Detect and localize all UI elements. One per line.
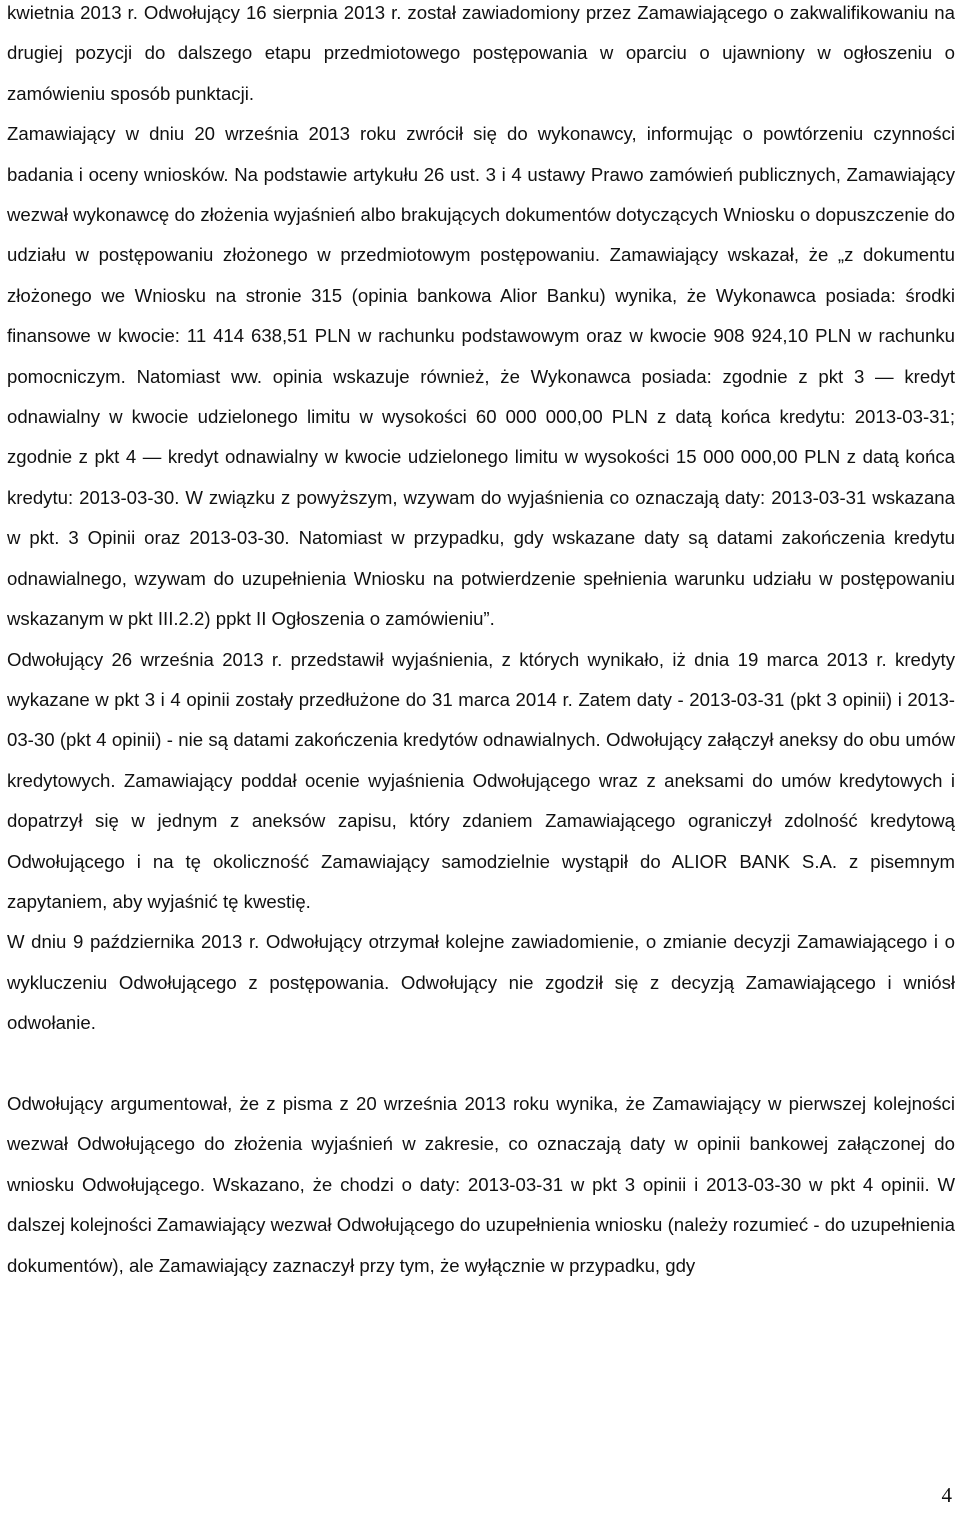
paragraph-qualification-notice: kwietnia 2013 r. Odwołujący 16 sierpnia 2013 r. został zawiadomiony przez Zamawiającego o zakwalifikowaniu na drugiej pozycji do dalszego etapu przedmiotowego postępowania w oparciu o ujawniony w ogłoszeniu o zamówieniu sposób punktacji. — [7, 2, 955, 104]
page-number: 4 — [941, 1483, 952, 1507]
paragraph-request-for-explanations: Zamawiający w dniu 20 września 2013 roku zwrócił się do wykonawcy, informując o powtórzeniu czynności badania i oceny wniosków. Na podstawie artykułu 26 ust. 3 i 4 ustawy Prawo zamówień publicznych, Zamawiający wezwał wykonawcę do złożenia wyjaśnień albo brakujących dokumentów dotyczących Wniosku o dopuszczenie do udziału w postępowaniu złożonego w przedmiotowym postępowaniu. Zamawiający wskazał, że „z dokumentu złożonego we Wniosku na stronie 315 (opinia bankowa Alior Banku) wynika, że Wykonawca posiada: środki finansowe w kwocie: 11 414 638,51 PLN w rachunku podstawowym oraz w kwocie 908 924,10 PLN w rachunku pomocniczym. Natomiast ww. opinia wskazuje również, że Wykonawca posiada: zgodnie z pkt 3 — kredyt odnawialny w kwocie udzielonego limitu w wysokości 60 000 000,00 PLN z datą końca kredytu: 2013-03-31; zgodnie z pkt 4 — kredyt odnawialny w kwocie udzielonego limitu w wysokości 15 000 000,00 PLN z datą końca kredytu: 2013-03-30. W związku z powyższym, wzywam do wyjaśnienia co oznaczają daty: 2013-03-31 wskazana w pkt. 3 Opinii oraz 2013-03-30. Natomiast w przypadku, gdy wskazane daty są datami zakończenia kredytu odnawialnego, wzywam do uzupełnienia Wniosku na potwierdzenie spełnienia warunku udziału w postępowaniu wskazanym w pkt III.2.2) ppkt II Ogłoszenia o zamówieniu”. — [7, 123, 955, 630]
paragraph-appellant-explanations: Odwołujący 26 września 2013 r. przedstawił wyjaśnienia, z których wynikało, iż dnia 19 marca 2013 r. kredyty wykazane w pkt 3 i 4 opinii zostały przedłużone do 31 marca 2014 r. Zatem daty - 2013-03-31 (pkt 3 opinii) i 2013-03-30 (pkt 4 opinii) - nie są datami zakończenia kredytów odnawialnych. Odwołujący załączył aneksy do obu umów kredytowych. Zamawiający poddał ocenie wyjaśnienia Odwołującego wraz z aneksami do umów kredytowych i dopatrzył się w jednym z aneksów zapisu, który zdaniem Zamawiającego ograniczył zdolność kredytową Odwołującego i na tę okoliczność Zamawiający samodzielnie wystąpił do ALIOR BANK S.A. z pisemnym zapytaniem, aby wyjaśnić tę kwestię. — [7, 648, 955, 912]
paragraph-exclusion-decision: W dniu 9 października 2013 r. Odwołujący otrzymał kolejne zawiadomienie, o zmianie decyzji Zamawiającego i o wykluczeniu Odwołującego z postępowania. Odwołujący nie zgodził się z decyzją Zamawiającego i wniósł odwołanie. — [7, 931, 955, 1034]
paragraph-appellant-argument: Odwołujący argumentował, że z pisma z 20 września 2013 roku wynika, że Zamawiający w pierwszej kolejności wezwał Odwołującego do złożenia wyjaśnień w zakresie, co oznaczają daty w opinii bankowej załączonej do wniosku Odwołującego. Wskazano, że chodzi o daty: 2013-03-31 w pkt 3 opinii i 2013-03-30 w pkt 4 opinii. W dalszej kolejności Zamawiający wezwał Odwołującego do uzupełnienia wniosku (należy rozumieć - do uzupełnienia dokumentów), ale Zamawiający zaznaczył przy tym, że wyłącznie w przypadku, gdy — [7, 1092, 955, 1276]
document-page — [7, 0, 955, 1286]
